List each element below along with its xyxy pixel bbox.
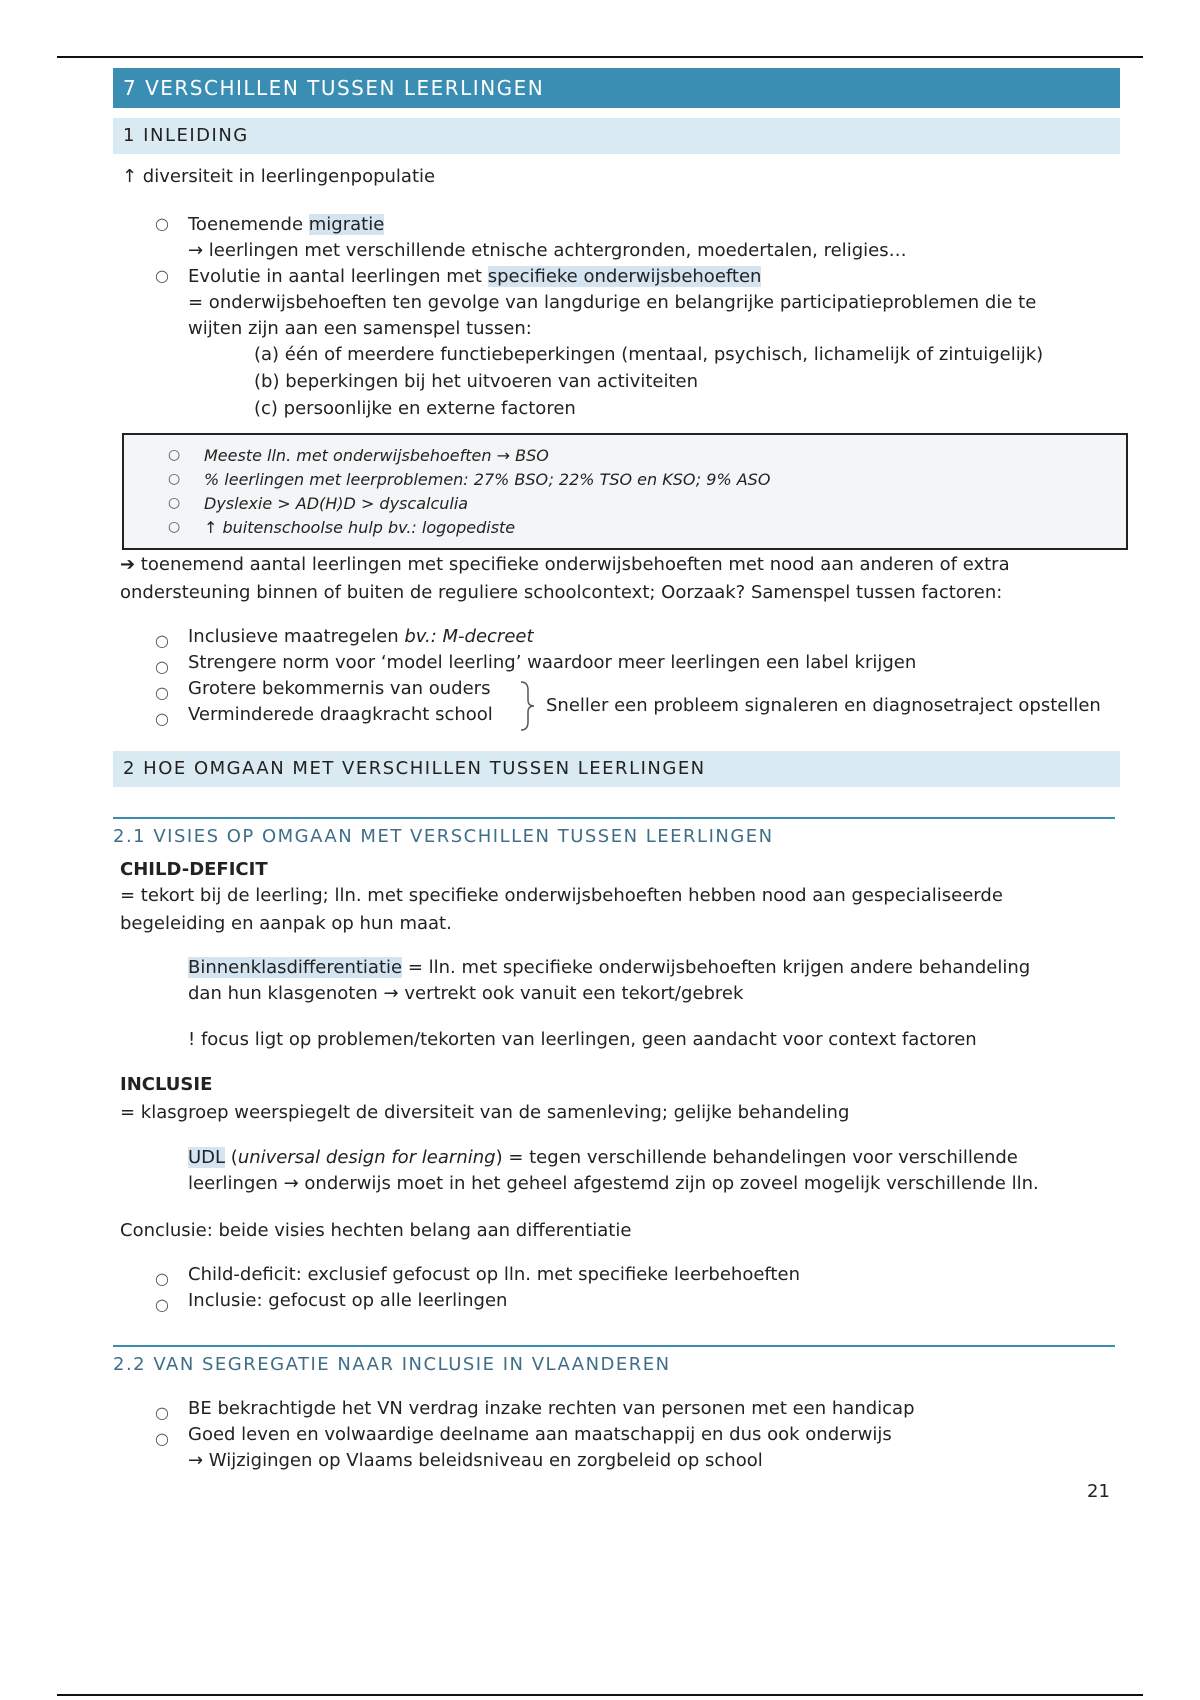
segregation-item: Goed leven en volwaardige deelname aan maatschappij en dus ook onderwijs xyxy=(188,1424,892,1445)
inclusion-heading: INCLUSIE xyxy=(120,1074,213,1095)
brace-icon xyxy=(518,680,538,732)
cause-parents: Grotere bekommernis van ouders xyxy=(188,678,491,699)
differentiation-term: Binnenklasdifferentiatie xyxy=(188,957,403,978)
bullet-icon: ○ xyxy=(155,709,169,728)
definition-line2: wijten zijn aan een samenspel tussen: xyxy=(188,318,532,339)
differentiation-line1: Binnenklasdifferentiatie = lln. met specifieke onderwijsbehoeften krijgen andere behandeling xyxy=(188,957,1031,978)
subsection-heading-visies: 2.1 VISIES OP OMGAAN MET VERSCHILLEN TUSSEN LEERLINGEN xyxy=(113,817,1115,849)
cause-school: Verminderede draagkracht school xyxy=(188,704,493,725)
subsection-heading-segregatie: 2.2 VAN SEGREGATIE NAAR INCLUSIE IN VLAANDEREN xyxy=(113,1345,1115,1377)
conclusion-item-child-deficit: Child-deficit: exclusief gefocust op lln. met specifieke leerbehoeften xyxy=(188,1264,800,1285)
bullet-icon: ○ xyxy=(155,1403,169,1422)
migration-subtext: → leerlingen met verschillende etnische achtergronden, moedertalen, religies… xyxy=(188,240,907,261)
top-rule xyxy=(57,56,1143,58)
box-item: ↑ buitenschoolse hulp bv.: logopediste xyxy=(204,518,516,537)
segregation-subnote: → Wijzigingen op Vlaams beleidsniveau en zorgbeleid op school xyxy=(188,1450,763,1471)
child-deficit-line2: begeleiding en aanpak op hun maat. xyxy=(120,913,452,934)
bullet-icon: ○ xyxy=(155,1295,169,1314)
bullet-icon: ○ xyxy=(155,657,169,676)
section-heading-omgaan: 2 HOE OMGAAN MET VERSCHILLEN TUSSEN LEERLINGEN xyxy=(113,751,1120,787)
evolution-item: Evolutie in aantal leerlingen met specifieke onderwijsbehoeften xyxy=(188,266,762,287)
udl-line2: leerlingen → onderwijs moet in het geheel afgestemd zijn op zoveel mogelijk verschillende lln. xyxy=(188,1173,1039,1194)
bullet-icon: ○ xyxy=(168,519,181,535)
factor-a: (a) één of meerdere functiebeperkingen (mentaal, psychisch, lichamelijk of zintuigelijk) xyxy=(254,344,1044,365)
udl-line1: UDL (universal design for learning) = tegen verschillende behandelingen voor verschillende xyxy=(188,1147,1018,1168)
box-item: Dyslexie > AD(H)D > dyscalculia xyxy=(204,494,469,513)
inclusion-line: = klasgroep weerspiegelt de diversiteit van de samenleving; gelijke behandeling xyxy=(120,1102,850,1123)
intro-text: ↑ diversiteit in leerlingenpopulatie xyxy=(122,166,436,187)
definition-line1: = onderwijsbehoeften ten gevolge van langdurige en belangrijke participatieproblemen die te xyxy=(188,292,1037,313)
factor-c: (c) persoonlijke en externe factoren xyxy=(254,398,576,419)
bullet-icon: ○ xyxy=(155,214,169,233)
section-heading-inleiding: 1 INLEIDING xyxy=(113,118,1120,154)
udl-term: UDL xyxy=(188,1147,226,1168)
bottom-rule xyxy=(57,1694,1143,1696)
box-item: % leerlingen met leerproblemen: 27% BSO; 22% TSO en KSO; 9% ASO xyxy=(204,470,771,489)
bullet-icon: ○ xyxy=(155,631,169,650)
bullet-icon: ○ xyxy=(155,683,169,702)
cause-stricter-norm: Strengere norm voor ‘model leerling’ waardoor meer leerlingen een label krijgen xyxy=(188,652,917,673)
brace-note: Sneller een probleem signaleren en diagnosetraject opstellen xyxy=(546,695,1101,716)
page-number: 21 xyxy=(1087,1481,1110,1502)
differentiation-line2: dan hun klasgenoten → vertrekt ook vanuit een tekort/gebrek xyxy=(188,983,744,1004)
factor-b: (b) beperkingen bij het uitvoeren van activiteiten xyxy=(254,371,699,392)
child-deficit-heading: CHILD-DEFICIT xyxy=(120,859,268,880)
bullet-icon: ○ xyxy=(155,1269,169,1288)
conclusion-line1: ➔ toenemend aantal leerlingen met specifieke onderwijsbehoeften met nood aan anderen of extra xyxy=(120,554,1010,575)
visions-conclusion: Conclusie: beide visies hechten belang aan differentiatie xyxy=(120,1220,632,1241)
box-item: Meeste lln. met onderwijsbehoeften → BSO xyxy=(204,446,549,465)
bullet-icon: ○ xyxy=(168,471,181,487)
bullet-icon: ○ xyxy=(155,1429,169,1448)
cause-inclusive: Inclusieve maatregelen bv.: M-decreet xyxy=(188,626,534,647)
bullet-icon: ○ xyxy=(155,266,169,285)
bullet-icon: ○ xyxy=(168,447,181,463)
focus-note: ! focus ligt op problemen/tekorten van leerlingen, geen aandacht voor context factoren xyxy=(188,1029,977,1050)
conclusion-line2: ondersteuning binnen of buiten de reguliere schoolcontext; Oorzaak? Samenspel tussen factoren: xyxy=(120,582,1003,603)
child-deficit-line1: = tekort bij de leerling; lln. met specifieke onderwijsbehoeften hebben nood aan gespecialiseerde xyxy=(120,885,1003,906)
chapter-heading: 7 VERSCHILLEN TUSSEN LEERLINGEN xyxy=(113,68,1120,108)
facts-box xyxy=(122,433,1128,550)
bullet-icon: ○ xyxy=(168,495,181,511)
conclusion-item-inclusie: Inclusie: gefocust op alle leerlingen xyxy=(188,1290,508,1311)
migration-term: migratie xyxy=(308,214,385,235)
evolution-term: specifieke onderwijsbehoeften xyxy=(487,266,762,287)
migration-item: Toenemende migratie xyxy=(188,214,385,235)
segregation-item: BE bekrachtigde het VN verdrag inzake rechten van personen met een handicap xyxy=(188,1398,915,1419)
